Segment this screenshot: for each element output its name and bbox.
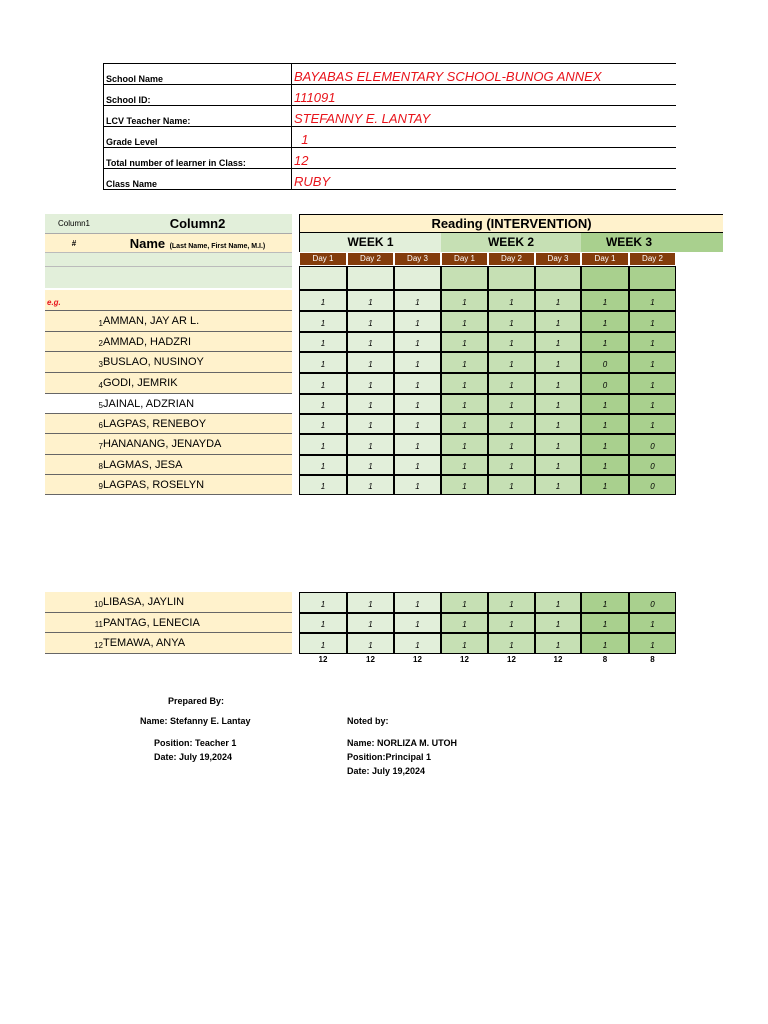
learner-number: 8 bbox=[45, 455, 103, 475]
info-row bbox=[104, 85, 677, 106]
score-cell[interactable]: 1 bbox=[629, 290, 676, 311]
week-1-header: WEEK 1 bbox=[299, 233, 441, 252]
score-cell[interactable]: 1 bbox=[347, 373, 394, 394]
learner-number: 3 bbox=[45, 352, 103, 373]
score-cell[interactable]: 1 bbox=[347, 434, 394, 455]
info-row bbox=[104, 169, 677, 190]
prepared-position: Position: Teacher 1 bbox=[154, 738, 237, 748]
score-cell[interactable]: 1 bbox=[629, 311, 676, 332]
learner-number: 9 bbox=[45, 475, 103, 495]
name-header-label: Name bbox=[129, 236, 166, 251]
school-info-table bbox=[103, 63, 676, 190]
example-name bbox=[103, 290, 292, 311]
score-cell[interactable]: 1 bbox=[488, 613, 535, 633]
learner-name: AMMAD, HADZRI bbox=[103, 332, 292, 352]
score-cell[interactable]: 1 bbox=[299, 434, 347, 455]
day-header: Day 2 bbox=[629, 252, 676, 266]
score-cell[interactable]: 1 bbox=[441, 414, 488, 434]
score-cell[interactable]: 1 bbox=[441, 311, 488, 332]
spacer-row bbox=[45, 266, 292, 288]
score-cell[interactable]: 1 bbox=[488, 475, 535, 495]
score-cell[interactable]: 0 bbox=[581, 373, 629, 394]
column-total: 12 bbox=[366, 655, 375, 664]
noted-position: Position:Principal 1 bbox=[347, 752, 432, 762]
score-cell[interactable]: 1 bbox=[535, 592, 581, 613]
score-cell[interactable]: 1 bbox=[441, 373, 488, 394]
score-cell[interactable]: 1 bbox=[535, 290, 581, 311]
score-cell[interactable]: 1 bbox=[581, 592, 629, 613]
score-cell[interactable]: 1 bbox=[347, 475, 394, 495]
score-cell[interactable]: 1 bbox=[441, 455, 488, 475]
score-cell[interactable]: 1 bbox=[488, 311, 535, 332]
score-cell[interactable]: 1 bbox=[581, 455, 629, 475]
score-cell[interactable]: 1 bbox=[299, 352, 347, 373]
noted-date: Date: July 19,2024 bbox=[347, 766, 426, 776]
score-cell[interactable]: 1 bbox=[394, 414, 441, 434]
score-cell[interactable]: 1 bbox=[629, 373, 676, 394]
learner-number: 7 bbox=[45, 434, 103, 455]
score-cell[interactable]: 1 bbox=[394, 373, 441, 394]
score-cell[interactable]: 1 bbox=[535, 613, 581, 633]
score-cell[interactable]: 1 bbox=[581, 434, 629, 455]
column-total: 12 bbox=[553, 655, 563, 664]
score-cell[interactable]: 1 bbox=[347, 290, 394, 311]
learner-name: LAGMAS, JESA bbox=[103, 455, 292, 475]
info-label: Total number of learner in Class: bbox=[104, 148, 292, 169]
score-cell[interactable]: 1 bbox=[394, 311, 441, 332]
blank-cell bbox=[394, 266, 441, 290]
score-cell[interactable]: 1 bbox=[299, 455, 347, 475]
score-cell[interactable]: 1 bbox=[535, 311, 581, 332]
learner-number: 1 bbox=[45, 311, 103, 332]
score-cell[interactable]: 1 bbox=[394, 352, 441, 373]
score-cell[interactable]: 1 bbox=[347, 633, 394, 654]
day-header: Day 1 bbox=[441, 252, 488, 266]
score-cell[interactable]: 1 bbox=[441, 633, 488, 654]
score-cell[interactable]: 1 bbox=[488, 633, 535, 654]
day-header: Day 2 bbox=[347, 252, 394, 266]
column-total: 12 bbox=[413, 655, 422, 664]
info-value: 12 bbox=[292, 148, 677, 169]
learner-name: HANANANG, JENAYDA bbox=[103, 434, 292, 455]
learner-number: 4 bbox=[45, 373, 103, 394]
score-cell[interactable]: 1 bbox=[394, 455, 441, 475]
column2-header: Column2 bbox=[103, 214, 292, 233]
score-cell[interactable]: 1 bbox=[535, 455, 581, 475]
score-cell[interactable]: 1 bbox=[299, 592, 347, 613]
score-cell[interactable]: 1 bbox=[629, 414, 676, 434]
score-cell[interactable]: 1 bbox=[394, 332, 441, 352]
info-row bbox=[104, 127, 677, 148]
score-cell[interactable]: 1 bbox=[581, 311, 629, 332]
day-header: Day 2 bbox=[488, 252, 535, 266]
score-cell[interactable]: 1 bbox=[441, 475, 488, 495]
score-cell[interactable]: 0 bbox=[629, 434, 676, 455]
noted-name: Name: NORLIZA M. UTOH bbox=[347, 738, 458, 748]
name-header bbox=[103, 233, 292, 252]
score-cell[interactable]: 1 bbox=[441, 394, 488, 414]
blank-cell bbox=[629, 266, 676, 290]
name-header-note: (Last Name, First Name, M.I.) bbox=[169, 243, 266, 250]
learner-name: GODI, JEMRIK bbox=[103, 373, 292, 394]
day-header: Day 3 bbox=[394, 252, 441, 266]
learner-name: JAINAL, ADZRIAN bbox=[103, 394, 292, 414]
score-cell[interactable]: 1 bbox=[441, 352, 488, 373]
score-cell[interactable]: 1 bbox=[488, 414, 535, 434]
info-label: School Name bbox=[104, 64, 292, 85]
info-label: LCV Teacher Name: bbox=[104, 106, 292, 127]
info-label: Class Name bbox=[104, 169, 292, 190]
info-row bbox=[104, 64, 677, 85]
score-cell[interactable]: 1 bbox=[394, 394, 441, 414]
week-2-header: WEEK 2 bbox=[441, 233, 581, 252]
score-cell[interactable]: 1 bbox=[488, 455, 535, 475]
blank-cell bbox=[535, 266, 581, 290]
score-cell[interactable]: 1 bbox=[581, 332, 629, 352]
score-cell[interactable]: 1 bbox=[488, 592, 535, 613]
learner-name: PANTAG, LENECIA bbox=[103, 613, 292, 633]
score-cell[interactable]: 1 bbox=[441, 613, 488, 633]
score-cell[interactable]: 1 bbox=[441, 434, 488, 455]
score-cell[interactable]: 0 bbox=[629, 475, 676, 495]
score-cell[interactable]: 1 bbox=[394, 434, 441, 455]
learner-number: 10 bbox=[45, 592, 103, 613]
grid-title: Reading (INTERVENTION) bbox=[299, 214, 723, 233]
score-cell[interactable]: 1 bbox=[299, 311, 347, 332]
column1-header: Column1 bbox=[45, 214, 103, 233]
week-3-header: WEEK 3 bbox=[581, 233, 723, 252]
score-cell[interactable]: 1 bbox=[581, 613, 629, 633]
learner-name: LIBASA, JAYLIN bbox=[103, 592, 292, 613]
score-cell[interactable]: 1 bbox=[629, 394, 676, 414]
score-cell[interactable]: 1 bbox=[441, 332, 488, 352]
info-value: BAYABAS ELEMENTARY SCHOOL-BUNOG ANNEX bbox=[292, 64, 677, 85]
score-cell[interactable]: 1 bbox=[488, 434, 535, 455]
score-cell[interactable]: 1 bbox=[441, 290, 488, 311]
score-cell[interactable]: 1 bbox=[394, 290, 441, 311]
score-cell[interactable]: 1 bbox=[488, 352, 535, 373]
score-cell[interactable]: 1 bbox=[488, 290, 535, 311]
score-cell[interactable]: 1 bbox=[394, 475, 441, 495]
score-cell[interactable]: 1 bbox=[629, 613, 676, 633]
learner-name: LAGPAS, ROSELYN bbox=[103, 475, 292, 495]
blank-cell bbox=[299, 266, 347, 290]
score-cell[interactable]: 1 bbox=[581, 394, 629, 414]
score-cell[interactable]: 1 bbox=[347, 613, 394, 633]
learner-number: 12 bbox=[45, 633, 103, 654]
learner-name: LAGPAS, RENEBOY bbox=[103, 414, 292, 434]
score-cell[interactable]: 0 bbox=[629, 455, 676, 475]
score-cell[interactable]: 1 bbox=[347, 352, 394, 373]
score-cell[interactable]: 1 bbox=[347, 311, 394, 332]
score-cell[interactable]: 1 bbox=[299, 475, 347, 495]
blank-cell bbox=[441, 266, 488, 290]
score-cell[interactable]: 1 bbox=[394, 592, 441, 613]
spacer-row bbox=[45, 252, 292, 266]
column-total: 12 bbox=[460, 655, 469, 664]
learner-number: 6 bbox=[45, 414, 103, 434]
score-cell[interactable]: 1 bbox=[535, 394, 581, 414]
info-value: 111091 bbox=[292, 85, 677, 106]
score-cell[interactable]: 1 bbox=[347, 394, 394, 414]
score-cell[interactable]: 1 bbox=[629, 633, 676, 654]
learner-name: BUSLAO, NUSINOY bbox=[103, 352, 292, 373]
score-cell[interactable]: 1 bbox=[581, 475, 629, 495]
day-header: Day 3 bbox=[535, 252, 581, 266]
prepared-by-label: Prepared By: bbox=[168, 696, 225, 706]
info-row bbox=[104, 106, 677, 127]
column-total: 8 bbox=[602, 655, 608, 664]
info-label: Grade Level bbox=[104, 127, 292, 148]
prepared-date: Date: July 19,2024 bbox=[154, 752, 233, 762]
score-cell[interactable]: 1 bbox=[535, 332, 581, 352]
learner-number: 5 bbox=[45, 394, 103, 414]
score-cell[interactable]: 0 bbox=[581, 352, 629, 373]
score-cell[interactable]: 1 bbox=[347, 455, 394, 475]
score-cell[interactable]: 1 bbox=[299, 633, 347, 654]
score-cell[interactable]: 1 bbox=[629, 332, 676, 352]
score-cell[interactable]: 1 bbox=[488, 332, 535, 352]
score-cell[interactable]: 1 bbox=[535, 633, 581, 654]
info-label: School ID: bbox=[104, 85, 292, 106]
column-total: 8 bbox=[650, 655, 655, 664]
prepared-name: Name: Stefanny E. Lantay bbox=[140, 716, 251, 726]
column-total: 12 bbox=[318, 655, 328, 664]
score-cell[interactable]: 1 bbox=[535, 352, 581, 373]
score-cell[interactable]: 1 bbox=[629, 352, 676, 373]
blank-cell bbox=[488, 266, 535, 290]
score-cell[interactable]: 1 bbox=[299, 414, 347, 434]
noted-by-label: Noted by: bbox=[347, 716, 389, 726]
score-cell[interactable]: 1 bbox=[299, 394, 347, 414]
score-cell[interactable]: 1 bbox=[581, 290, 629, 311]
info-value: 1 bbox=[292, 127, 677, 148]
score-cell[interactable]: 1 bbox=[488, 394, 535, 414]
blank-cell bbox=[347, 266, 394, 290]
score-cell[interactable]: 1 bbox=[535, 373, 581, 394]
score-cell[interactable]: 1 bbox=[535, 475, 581, 495]
score-cell[interactable]: 1 bbox=[347, 414, 394, 434]
learner-number: 2 bbox=[45, 332, 103, 352]
score-cell[interactable]: 0 bbox=[629, 592, 676, 613]
example-label: e.g. bbox=[45, 290, 103, 311]
score-cell[interactable]: 1 bbox=[441, 592, 488, 613]
blank-cell bbox=[581, 266, 629, 290]
info-value: RUBY bbox=[292, 169, 677, 190]
learner-number: 11 bbox=[45, 613, 103, 633]
number-header: # bbox=[45, 233, 103, 252]
learner-name: TEMAWA, ANYA bbox=[103, 633, 292, 654]
score-cell[interactable]: 1 bbox=[535, 434, 581, 455]
score-cell[interactable]: 1 bbox=[347, 332, 394, 352]
score-cell[interactable]: 1 bbox=[299, 613, 347, 633]
score-cell[interactable]: 1 bbox=[347, 592, 394, 613]
day-header: Day 1 bbox=[581, 252, 629, 266]
day-header: Day 1 bbox=[299, 252, 347, 266]
score-cell[interactable]: 1 bbox=[299, 373, 347, 394]
info-row bbox=[104, 148, 677, 169]
column-total: 12 bbox=[507, 655, 516, 664]
score-cell[interactable]: 1 bbox=[394, 613, 441, 633]
score-cell[interactable]: 1 bbox=[488, 373, 535, 394]
score-cell[interactable]: 1 bbox=[299, 290, 347, 311]
info-value: STEFANNY E. LANTAY bbox=[292, 106, 677, 127]
score-cell[interactable]: 1 bbox=[535, 414, 581, 434]
learner-name: AMMAN, JAY AR L. bbox=[103, 311, 292, 332]
score-cell[interactable]: 1 bbox=[299, 332, 347, 352]
score-cell[interactable]: 1 bbox=[394, 633, 441, 654]
score-cell[interactable]: 1 bbox=[581, 633, 629, 654]
score-cell[interactable]: 1 bbox=[581, 414, 629, 434]
